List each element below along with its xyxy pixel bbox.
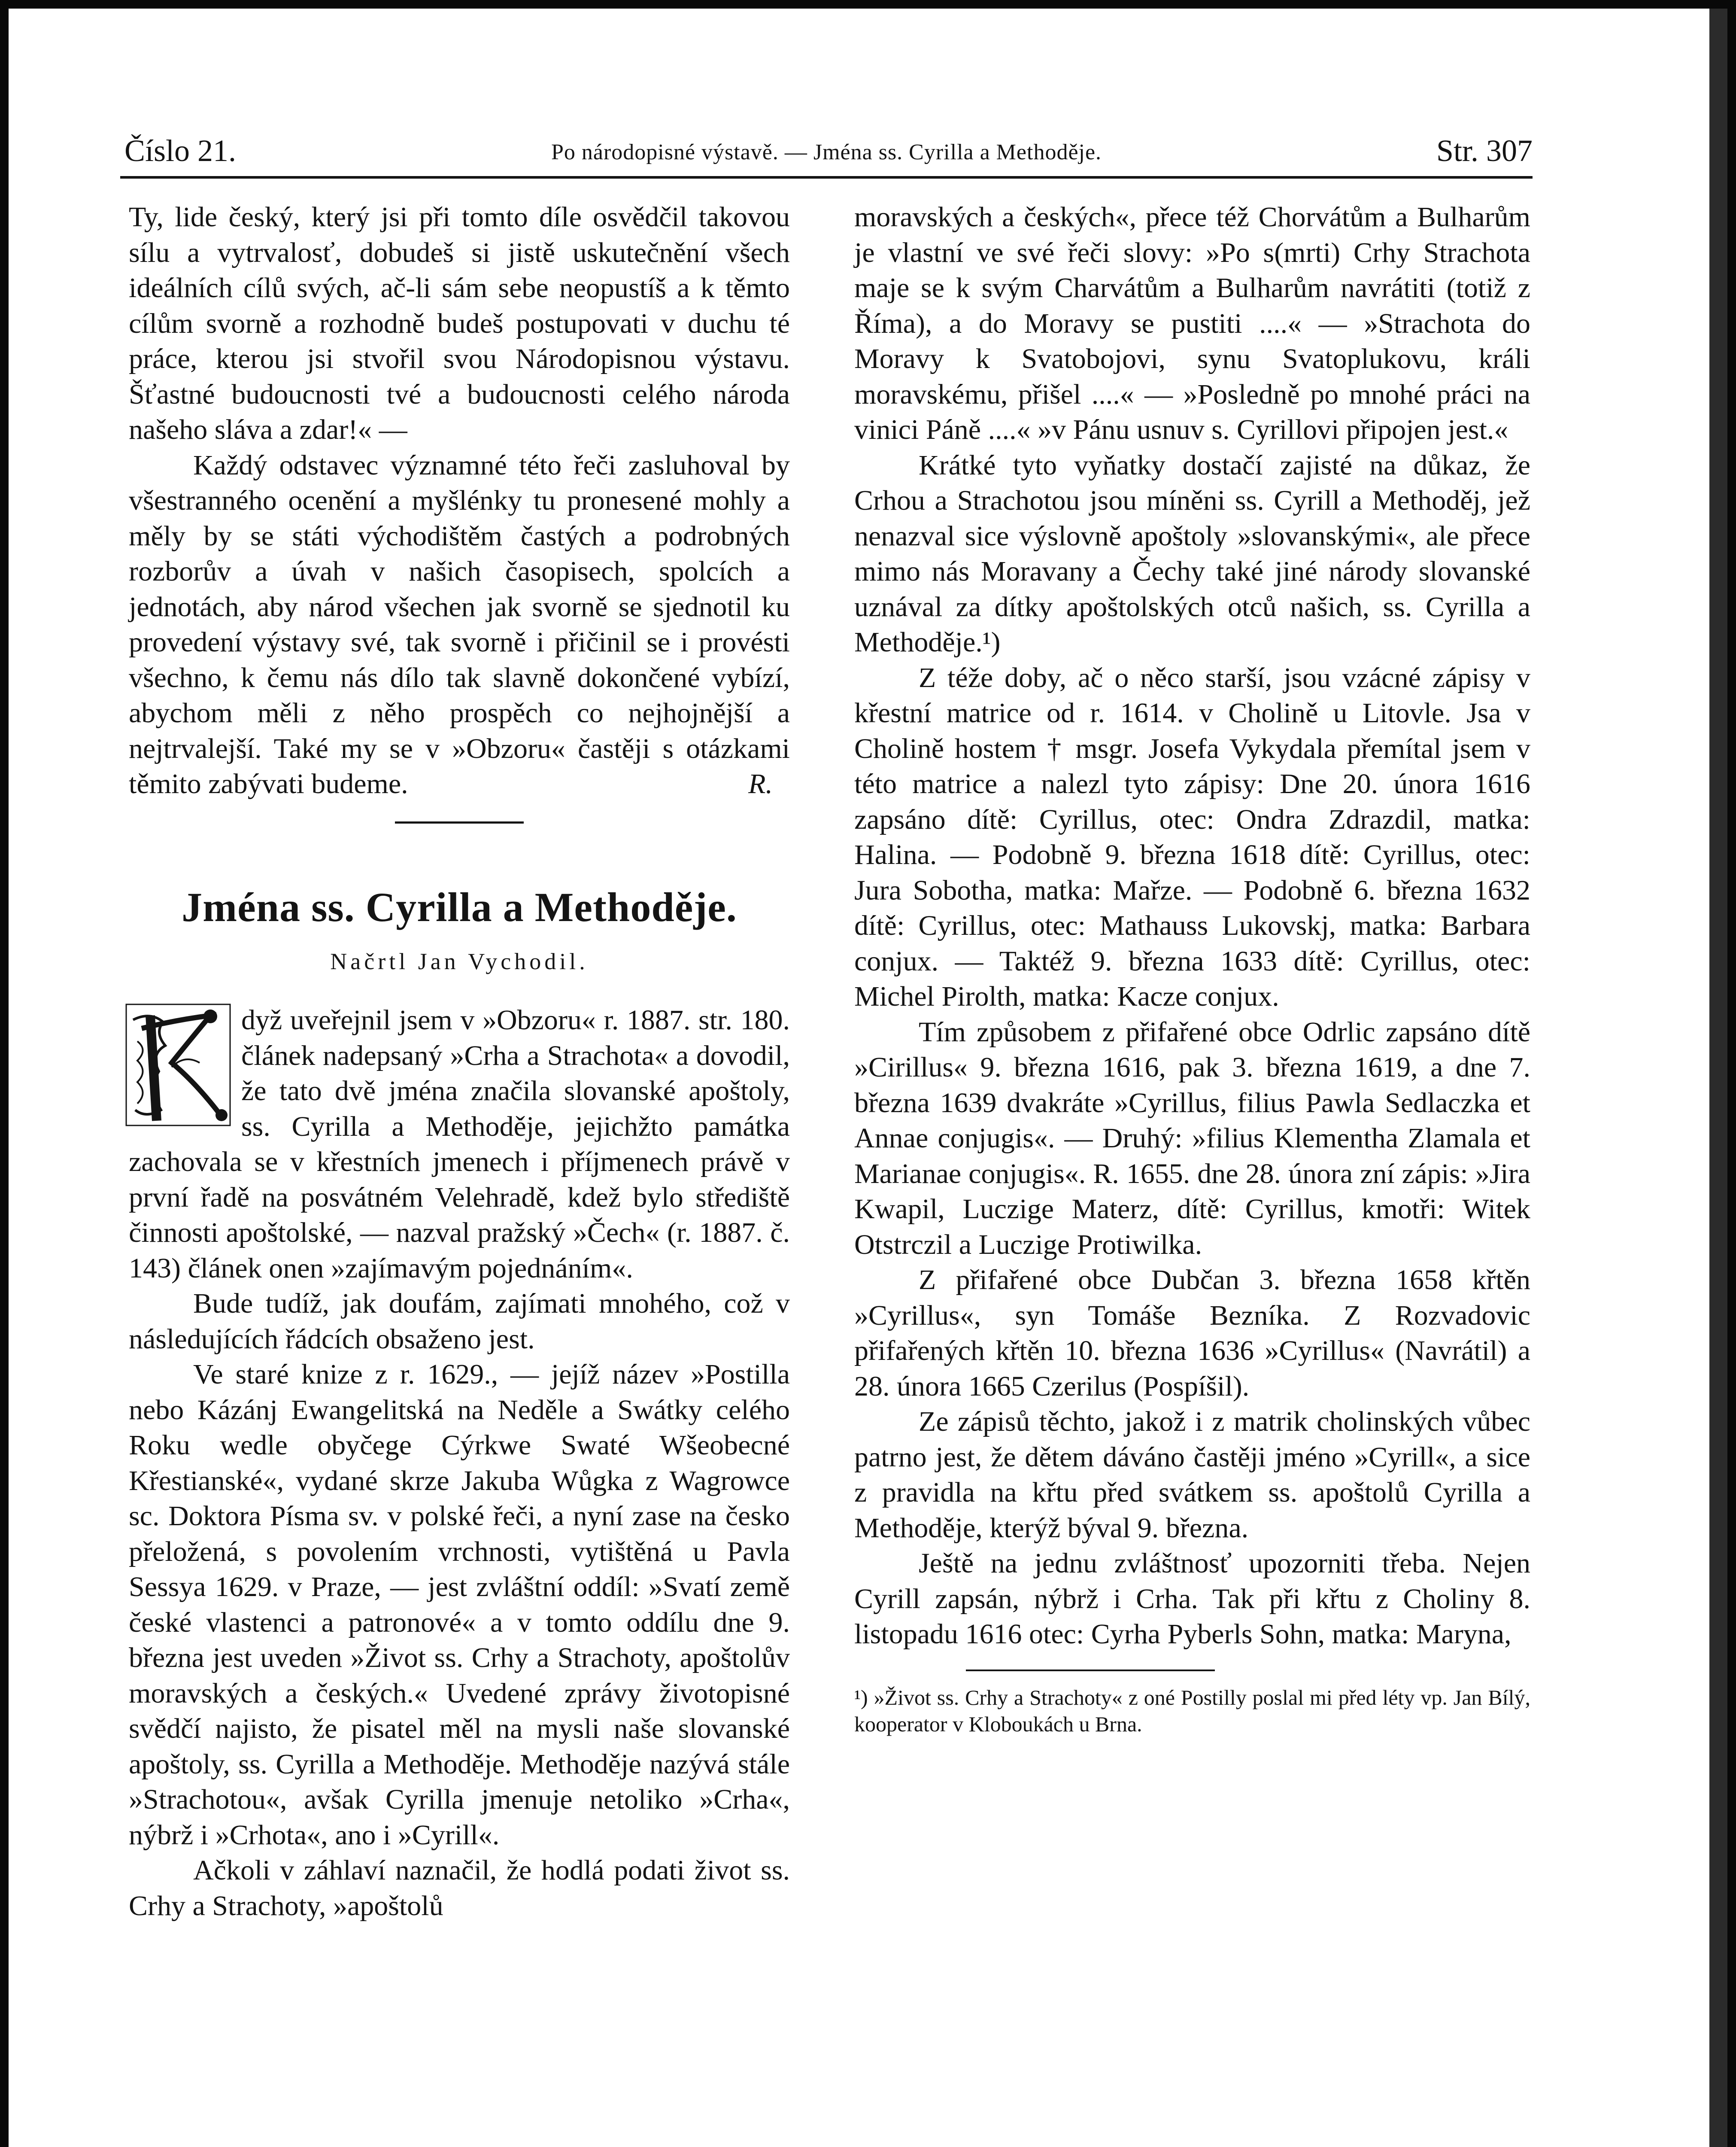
author-signature: R. bbox=[748, 768, 773, 800]
article-paragraph: Ze zápisů těchto, jakož i z matrik cholinských vůbec patrno jest, že dětem dáváno častěji jméno »Cyrill«, a sice z pravidla na křtu před svátkem ss. apoštolů Cyrilla a Methoděje, kterýž býval 9. března. bbox=[854, 1406, 1530, 1544]
article-paragraph bbox=[129, 1003, 790, 1286]
running-title: Po národopisné výstavě. — Jména ss. Cyrilla a Methoděje. bbox=[551, 140, 1102, 164]
footnote-rule bbox=[966, 1670, 1215, 1671]
ornamental-initial bbox=[124, 1003, 232, 1127]
footnote: ¹) »Život ss. Crhy a Strachoty« z oné Postilly poslal mi před léty vp. Jan Bílý, kooperator v Kloboukách u Brna. bbox=[854, 1685, 1530, 1736]
paragraph-text: Každý odstavec významné této řeči zasluhoval by všestranného ocenění a myšlénky tu pronesené mohly a měly by se státi východištěm častých a podrobných rozborův a úvah v našich časopisech, spolcích a jednotách, aby národ všechen jak svorně se sjednotil ku provedení výstavy své, tak svorně i přičinil se i provésti všechno, k čemu nás dílo tak slavně dokončené vybízí, abychom měli z něho prospěch co nejhojnější a nejtrvalejší. Také my se v »Obzoru« častěji s otázkami těmito zabývati budeme. bbox=[129, 449, 790, 800]
left-column bbox=[129, 200, 790, 1924]
paragraph bbox=[129, 448, 790, 802]
scan-edge-strip bbox=[1709, 9, 1727, 2147]
section-separator bbox=[395, 821, 524, 824]
journal-page bbox=[120, 125, 1533, 2147]
article-byline: Načrtl Jan Vychodil. bbox=[330, 948, 589, 974]
article-paragraph: Krátké tyto vyňatky dostačí zajisté na důkaz, že Crhou a Strachotou jsou míněni ss. Cyrill a Methoděj, jež nenazval sice výslovně apoštoly »slovanskými«, ale přece mimo nás Moravany a Čechy také jiné národy slovanské uznával za dítky apoštolských otců našich, ss. Cyrilla a Methoděje.¹) bbox=[854, 449, 1530, 658]
running-header bbox=[120, 125, 1533, 185]
article-paragraph: Ačkoli v záhlaví naznačil, že hodlá podati život ss. Crhy a Strachoty, »apoštolů bbox=[129, 1855, 790, 1922]
page-number: Str. 307 bbox=[1436, 134, 1533, 168]
article-title: Jména ss. Cyrilla a Methoděje. bbox=[182, 884, 737, 930]
header-rule bbox=[120, 176, 1533, 179]
issue-number: Číslo 21. bbox=[124, 134, 237, 168]
article-paragraph: Bude tudíž, jak doufám, zajímati mnohého, což v následujících řádcích obsaženo jest. bbox=[129, 1288, 790, 1355]
article-paragraph: Ve staré knize z r. 1629., — jejíž název »Postilla nebo Kázánj Ewangelitská na Neděle a Swátky celého Roku wedle obyčege Cýrkwe Swaté Wšeobecné Křestianské«, vydané skrze Jakuba Wůgka z Wagrowce sc. Doktora Písma sv. v polské řeči, a nyní zase na česko přeložená, s povolením vrchnosti, vytištěná u Pavla Sessya 1629. v Praze, — jest zvláštní oddíl: »Svatí země české vlastenci a patronové« a v tomto oddílu dne 9. března jest uveden »Život ss. Crhy a Strachoty, apoštolův moravských a českých.« Uvedené zprávy životopisné svědčí najisto, že pisatel měl na mysli naše slovanské apoštoly, ss. Cyrilla a Methoděje. Methoděje nazývá stále »Strachotou«, avšak Cyrilla jmenuje netoliko »Crha«, nýbrž i »Crhota«, ano i »Cyrill«. bbox=[129, 1359, 790, 1851]
article-paragraph: Ještě na jednu zvláštnosť upozorniti třeba. Nejen Cyrill zapsán, nýbrž i Crha. Tak při křtu z Choliny 8. listopadu 1616 otec: Cyrha Pyberls Sohn, matka: Maryna, bbox=[854, 1548, 1530, 1650]
article-paragraph: Z přifařené obce Dubčan 3. března 1658 křtěn »Cyrillus«, syn Tomáše Bezníka. Z Rozvadovic přifařených křtěn 10. března 1636 »Cyrillus« (Navrátil) a 28. února 1665 Czerilus (Pospíšil). bbox=[854, 1264, 1530, 1402]
ornamental-k-icon bbox=[124, 1003, 232, 1127]
article-paragraph: Tím způsobem z přifařené obce Odrlic zapsáno dítě »Cirillus« 9. března 1616, pak 3. března 1619, a dne 7. března 1639 dvakráte »Cyrillus, filius Pawla Sedlaczka et Annae conjugis«. — Druhý: »filius Klementha Zlamala et Marianae conjugis«. R. 1655. dne 28. února zní zápis: »Jira Kwapil, Luczige Materz, dítě: Cyrillus, kmotři: Witek Otstrczil a Luczige Protiwilka. bbox=[854, 1016, 1530, 1260]
article-paragraph: Z téže doby, ač o něco starší, jsou vzácné zápisy v křestní matrice od r. 1614. v Cholině u Litovle. Jsa v Cholině hostem † msgr. Josefa Vykydala přemítal jsem v této matrice a nalezl tyto zápisy: Dne 20. února 1616 zapsáno dítě: Cyrillus, otec: Ondra Zdrazdil, matka: Halina. — Podobně 9. března 1618 dítě: Cyrillus, otec: Jura Sobotha, matka: Mařze. — Podobně 6. března 1632 dítě: Cyrillus, otec: Mathauss Lukovskj, matka: Barbara conjux. — Taktéž 9. března 1633 dítě: Cyrillus, otec: Michel Pirolth, matka: Kacze conjux. bbox=[854, 662, 1530, 1012]
paragraph-text: dyž uveřejnil jsem v »Obzoru« r. 1887. str. 180. článek nadepsaný »Crha a Strachota« a dovodil, že tato dvě jména značila slovanské apoštoly, ss. Cyrilla a Methoděje, jejichžto památka zachovala se v křestních jmenech i příjmenech právě v první řadě na posvátném Velehradě, kdež bylo střediště činnosti apoštolské, — nazval pražský »Čech« (r. 1887. č. 143) článek onen »zajímavým pojednáním«. bbox=[129, 1004, 790, 1284]
article-paragraph: moravských a českých«, přece též Chorvátům a Bulharům je vlastní ve své řeči slovy: »Po s(mrti) Crhy Strachota maje se k svým Charvátům a Bulharům navrátiti (totiž z Říma), a do Moravy se pustiti ....« — »Strachota do Moravy k Svatobojovi, synu Svatoplukovu, králi moravskému, přišel ....« — »Posledně po mnohé práci na vinici Páně ....« »v Pánu usnuv s. Cyrillovi připojen jest.« bbox=[854, 201, 1530, 445]
paragraph: Ty, lide český, který jsi při tomto díle osvědčil takovou sílu a vytrvalosť, dobudeš si jistě uskutečnění všech ideálních cílů svých, ač-li sám sebe neopustíš a k těmto cílům svorně a rozhodně budeš postupovati v duchu té práce, kterou jsi stvořil svou Národopisnou výstavu. Šťastné budoucnosti tvé a budoucnosti celého národa našeho sláva a zdar!« — bbox=[129, 201, 790, 445]
right-column bbox=[854, 200, 1530, 1737]
